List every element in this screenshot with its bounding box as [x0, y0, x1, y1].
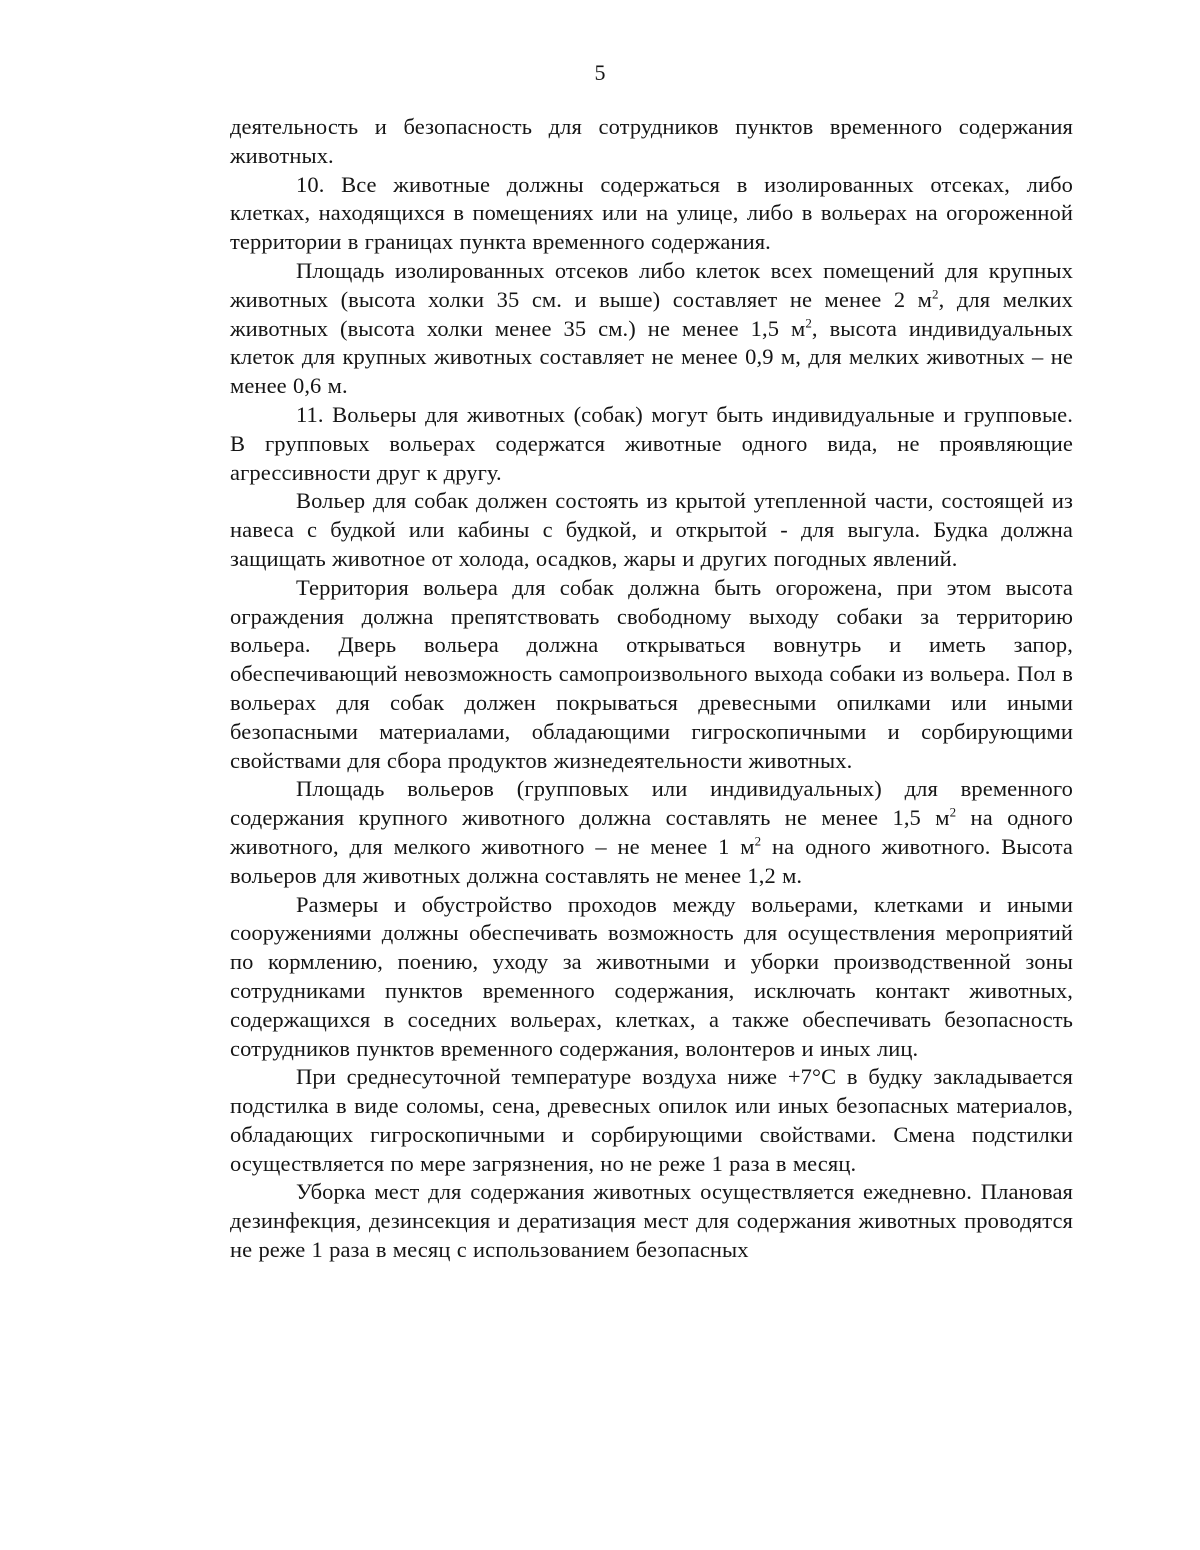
paragraph-enclosure-area — [230, 257, 1073, 401]
paragraph-item-11: 11. Вольеры для животных (собак) могут быть индивидуальные и групповые. В групповых вольерах содержатся животные одного вида, не проявляющие агрессивности друг к другу. — [230, 401, 1073, 485]
text-segment: , для мелких животных (высота холки менее 35 см.) не менее 1,5 м — [230, 286, 1073, 341]
page-number: 5 — [594, 60, 606, 85]
text-segment: на одного животного. Высота вольеров для животных должна составлять не менее 1,2 м. — [230, 833, 1074, 888]
paragraph-item-10: 10. Все животные должны содержаться в изолированных отсеках, либо клетках, находящихся в помещениях или на улице, либо в вольерах на огороженной территории в границах пункта временного содержания. — [230, 171, 1073, 255]
paragraph-bedding: При среднесуточной температуре воздуха ниже +7°С в будку закладывается подстилка в виде соломы, сена, древесных опилок или иных безопасных материалов, обладающих гигроскопичными и сорбирующими свойствами. Смена подстилки осуществляется по мере загрязнения, но не реже 1 раза в месяц. — [230, 1064, 1073, 1176]
paragraph-cleaning: Уборка мест для содержания животных осуществляется ежедневно. Плановая дезинфекция, дезинсекция и дератизация мест для содержания животных проводятся не реже 1 раза в месяц с использованием безопасных — [230, 1179, 1073, 1263]
text-segment: на одного животного, для мелкого животного – не менее 1 м — [230, 805, 1073, 859]
text-segment: Площадь изолированных отсеков либо клеток всех помещений для крупных животных (высота холки 35 см. и выше) составляет не менее 2 м — [230, 257, 1073, 312]
paragraph-aviary-area — [230, 775, 1073, 890]
superscript: 2 — [932, 286, 939, 302]
superscript: 2 — [805, 315, 812, 331]
text-segment: Площадь вольеров (групповых или индивидуальных) для временного содержания крупного животного должна составлять не менее 1,5 м — [230, 776, 1073, 831]
document-body — [230, 113, 1073, 1265]
paragraph-continuation: деятельность и безопасность для сотрудников пунктов временного содержания животных. — [230, 114, 1073, 168]
paragraph-enclosure-territory: Территория вольера для собак должна быть огорожена, при этом высота ограждения должна препятствовать свободному выходу собаки за территорию вольера. Дверь вольера должна открываться вовнутрь и иметь запор, обеспечивающий невозможность самопроизвольного выхода собаки из вольера. Пол в вольерах для собак должен покрываться древесными опилками или иными безопасными материалами, обладающими гигроскопичными и сорбирующими свойствами для сбора продуктов жизнедеятельности животных. — [230, 574, 1073, 773]
paragraph-dog-enclosure: Вольер для собак должен состоять из крытой утепленной части, состоящей из навеса с будкой или кабины с будкой, и открытой - для выгула. Будка должна защищать животное от холода, осадков, жары и других погодных явлений. — [230, 488, 1073, 571]
paragraph-passages: Размеры и обустройство проходов между вольерами, клетками и иными сооружениями должны обеспечивать возможность для осуществления мероприятий по кормлению, поению, уходу за животными и уборки производственной зоны сотрудниками пунктов временного содержания, исключать контакт животных, содержащихся в соседних вольерах, клетках, а также обеспечивать безопасность сотрудников пунктов временного содержания, волонтеров и иных лиц. — [230, 891, 1073, 1061]
superscript: 2 — [754, 833, 762, 849]
text-segment: , высота индивидуальных клеток для крупных животных составляет не менее 0,9 м, для мелких животных – не менее 0,6 м. — [230, 315, 1073, 399]
superscript: 2 — [949, 804, 957, 820]
